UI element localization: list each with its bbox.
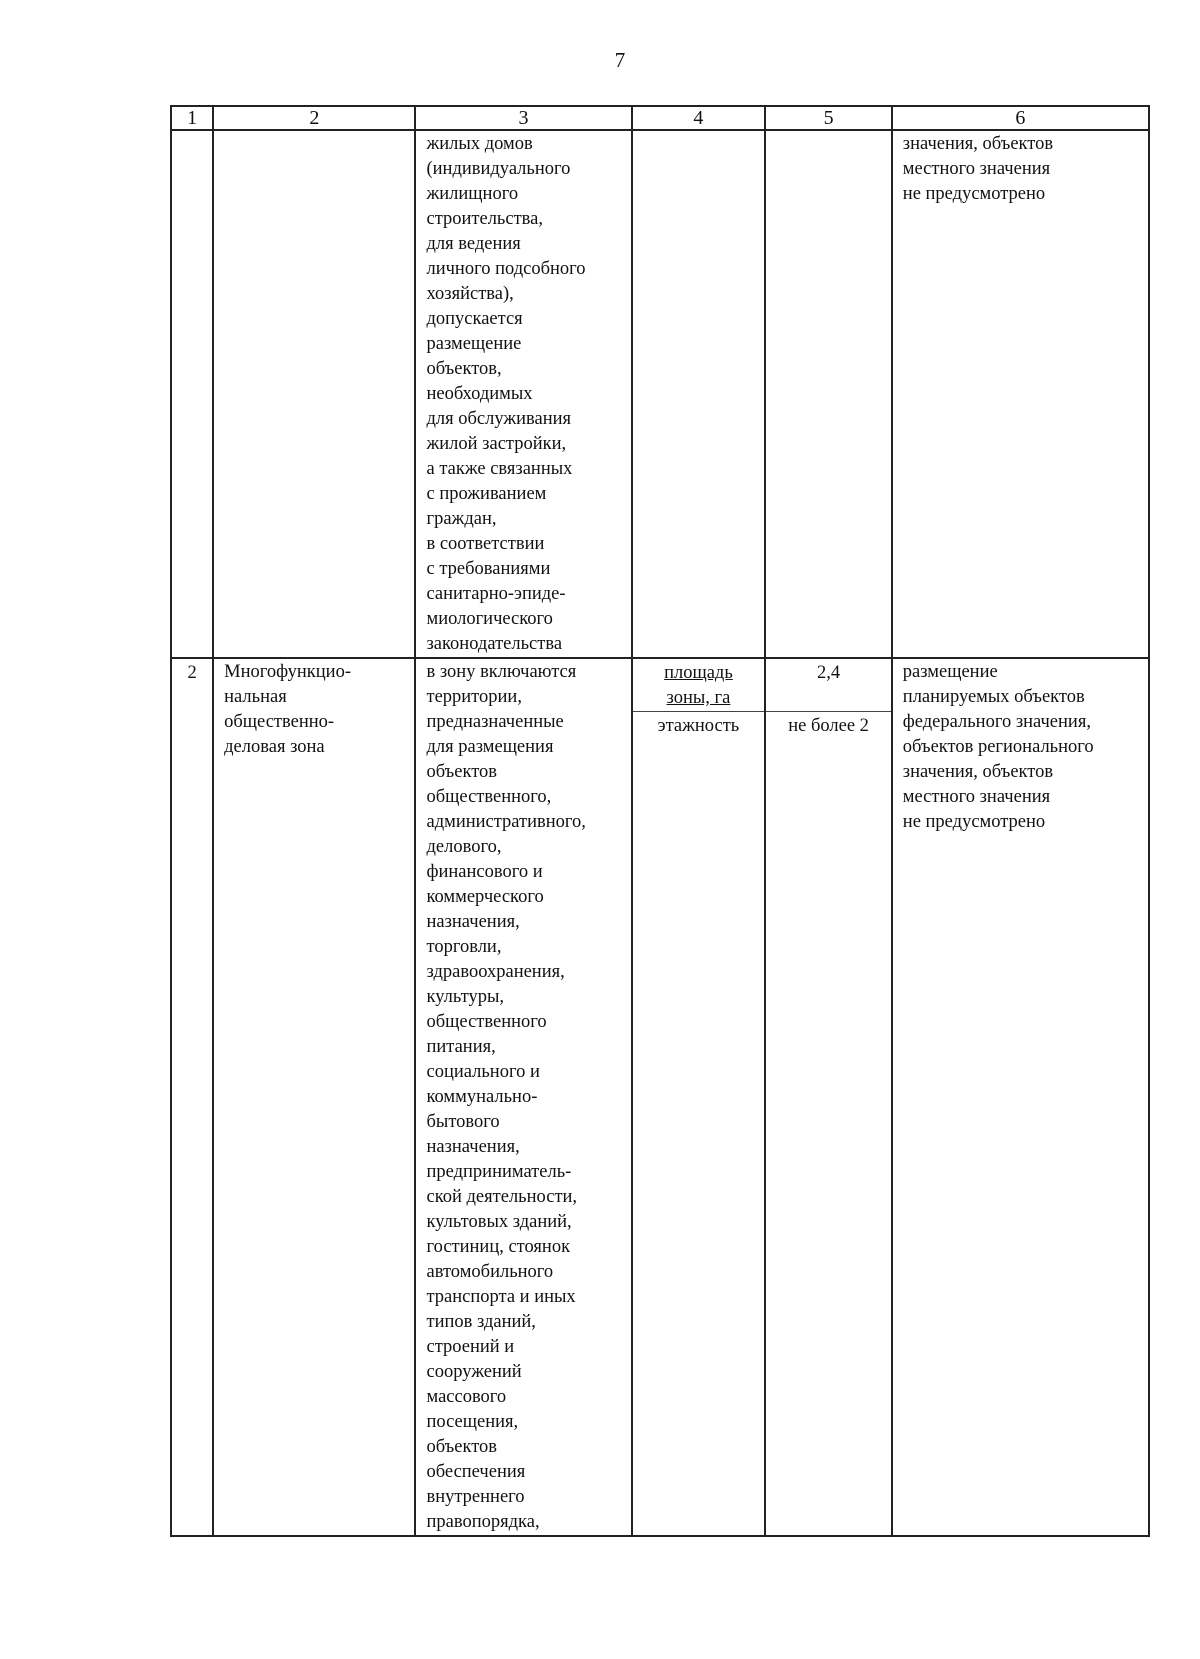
header-col-5: 5 [765,106,891,130]
row-number: 2 [187,663,197,683]
zone-name-cell [213,658,415,1536]
zone-name: Многофункцио- нальная общественно- деловая зона [224,662,351,757]
zone-name [214,131,414,132]
parameter-name-cell [632,658,766,1536]
page-number: 7 [614,48,626,72]
parameter-name-floors: этажность [657,716,740,736]
header-col-4: 4 [632,106,766,130]
parameter-value-cell [765,130,891,658]
header-col-3: 3 [415,106,631,130]
planned-objects-cell [892,658,1149,1536]
header-col-1: 1 [171,106,213,130]
parameter-value-area: 2,4 [766,659,890,712]
row-number-cell [171,130,213,658]
zone-description-cell [415,658,631,1536]
parameter-name-area: площадь зоны, га [633,659,765,712]
row-number-cell [171,658,213,1536]
parameter-value-floors: не более 2 [788,716,869,736]
planned-objects: значения, объектов местного значения не предусмотрено [902,134,1054,204]
table-row [171,658,1149,1536]
zone-description: жилых домов (индивидуального жилищного строительства, для ведения личного подсобного хозяйства), допускается размещение объектов, необходимых для обслуживания жилой застройки, а также связанных с проживанием граждан, в соответствии с требованиями санитарно-эпиде- миологического законодательства [426,134,586,654]
parameter-value-cell [765,658,891,1536]
table-row [171,130,1149,658]
zone-description: в зону включаются территории, предназначенные для размещения объектов общественного, административного, делового, финансового и коммерческого назначения, торговли, здравоохранения, культуры, общественного питания, социального и коммунально- бытового назначения, предприниматель- ской деятельности, культовых зданий, гостиниц, стоянок автомобильного транспорта и иных типов зданий, строений и сооружений массового посещения, объектов обеспечения внутреннего правопорядка, [426,662,586,1532]
header-col-6: 6 [892,106,1149,130]
planned-objects: размещение планируемых объектов федерального значения, объектов регионального значения, объектов местного значения не предусмотрено [902,662,1094,832]
planned-objects-cell [892,130,1149,658]
header-row [171,106,1149,130]
zones-table [170,105,1150,1537]
header-col-2: 2 [213,106,415,130]
zone-description-cell [415,130,631,658]
zone-name-cell [213,130,415,658]
parameter-name-cell [632,130,766,658]
row-number [172,131,212,133]
